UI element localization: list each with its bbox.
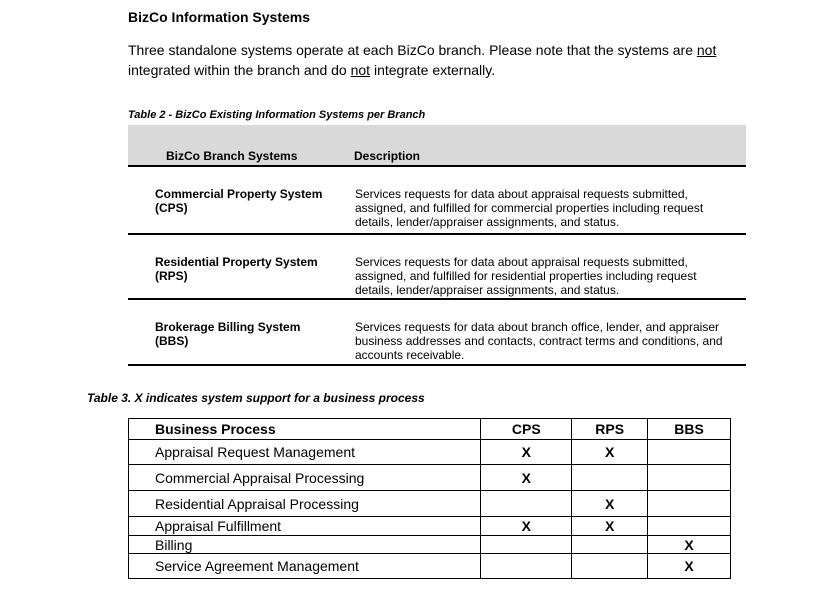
bbs-mark — [648, 465, 731, 491]
system-abbr: (BBS) — [155, 334, 189, 348]
rps-mark — [572, 536, 648, 554]
table-row — [128, 299, 746, 365]
bbs-mark — [648, 491, 731, 517]
system-description: Services requests for data about branch office, lender, and appraiser business addresses and contacts, contract terms and conditions, and accounts receivable. — [354, 299, 746, 365]
system-description: Services requests for data about appraisal requests submitted, assigned, and fulfilled for residential properties including request details, lender/appraiser assignments, and status. — [354, 234, 746, 299]
bbs-mark: X — [648, 554, 731, 579]
table-row — [129, 440, 731, 465]
process-name: Residential Appraisal Processing — [129, 491, 481, 517]
cps-mark — [481, 554, 572, 579]
header-rps: RPS — [572, 419, 648, 440]
systems-table — [128, 125, 746, 366]
table-row — [128, 234, 746, 299]
system-name — [128, 234, 354, 299]
header-cps: CPS — [481, 419, 572, 440]
system-name — [128, 299, 354, 365]
header-bbs: BBS — [648, 419, 731, 440]
rps-mark: X — [572, 517, 648, 536]
process-name: Service Agreement Management — [129, 554, 481, 579]
cps-mark — [481, 536, 572, 554]
header-branch-systems: BizCo Branch Systems — [128, 125, 354, 166]
intro-not-2: not — [350, 62, 371, 78]
intro-paragraph — [128, 40, 748, 80]
bbs-mark — [648, 517, 731, 536]
process-name: Appraisal Request Management — [129, 440, 481, 465]
rps-mark: X — [572, 491, 648, 517]
system-abbr: (RPS) — [155, 269, 188, 283]
process-name: Billing — [129, 536, 481, 554]
system-label: Residential Property System — [155, 255, 318, 269]
table-row — [129, 491, 731, 517]
cps-mark: X — [481, 440, 572, 465]
system-name — [128, 166, 354, 234]
table-row — [129, 536, 731, 554]
rps-mark — [572, 554, 648, 579]
cps-mark — [481, 491, 572, 517]
header-description: Description — [354, 125, 746, 166]
process-name: Commercial Appraisal Processing — [129, 465, 481, 491]
system-label: Brokerage Billing System — [155, 320, 301, 334]
systems-table-header — [128, 125, 746, 166]
system-description: Services requests for data about appraisal requests submitted, assigned, and fulfilled for commercial properties including request details, lender/appraiser assignments, and status. — [354, 166, 746, 234]
intro-text-3: integrate externally. — [370, 62, 496, 78]
process-table — [128, 418, 731, 579]
rps-mark: X — [572, 440, 648, 465]
table-row — [128, 166, 746, 234]
system-abbr: (CPS) — [155, 201, 188, 215]
intro-text-2: integrated within the branch and do — [128, 62, 351, 78]
process-name: Appraisal Fulfillment — [129, 517, 481, 536]
system-label: Commercial Property System — [155, 187, 323, 201]
table2-caption: Table 2 - BizCo Existing Information Systems per Branch — [128, 109, 426, 121]
process-table-header — [129, 419, 731, 440]
intro-text-1: Three standalone systems operate at each BizCo branch. Please note that the systems are — [128, 42, 697, 58]
header-business-process: Business Process — [129, 419, 481, 440]
table-row — [129, 554, 731, 579]
bbs-mark — [648, 440, 731, 465]
table3-caption: Table 3. X indicates system support for a business process — [87, 391, 425, 405]
cps-mark: X — [481, 465, 572, 491]
page-heading: BizCo Information Systems — [128, 9, 311, 25]
intro-not-1: not — [696, 42, 717, 58]
table-row — [129, 465, 731, 491]
bbs-mark: X — [648, 536, 731, 554]
table-row — [129, 517, 731, 536]
rps-mark — [572, 465, 648, 491]
cps-mark: X — [481, 517, 572, 536]
